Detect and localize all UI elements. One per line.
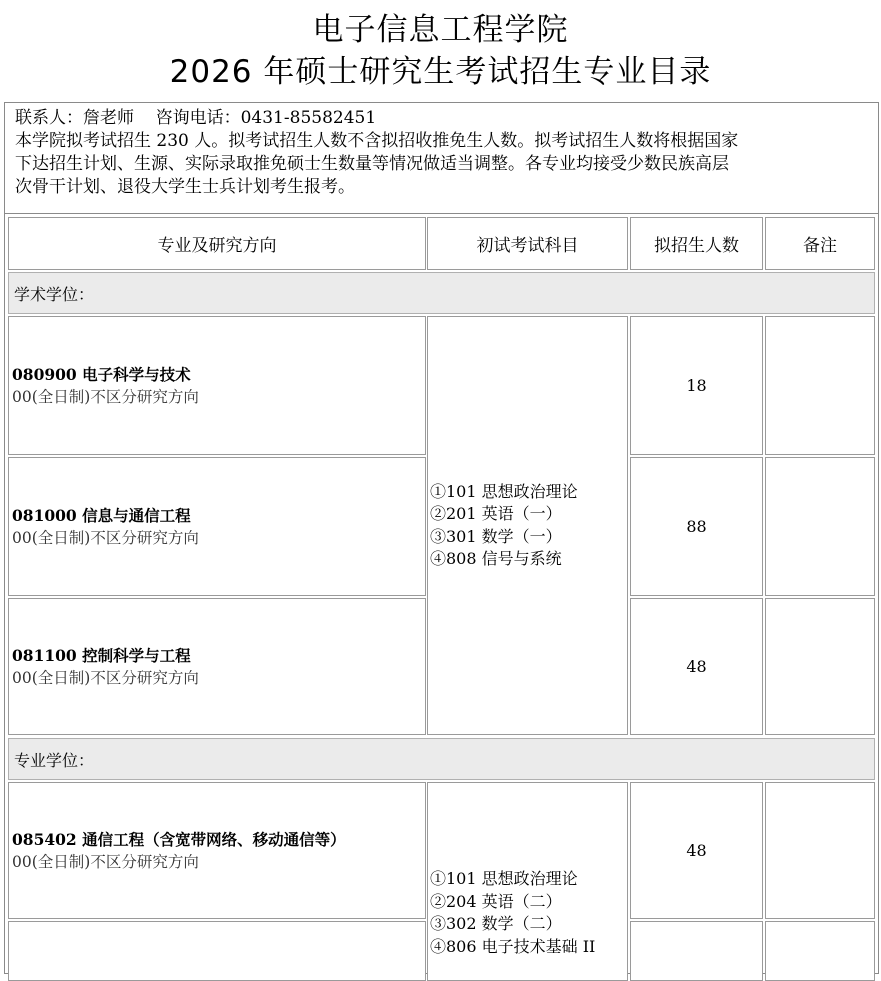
- contact-line: 联系人：詹老师 咨询电话：0431-85582451: [15, 108, 377, 128]
- header-note: 备注: [765, 217, 875, 270]
- note-cell: [765, 457, 875, 596]
- notice-line: 本学院拟考试招生 230 人。拟考试招生人数不含拟招收推免生人数。拟考试招生人数将根据国家: [15, 131, 739, 151]
- header-count: 拟招生人数: [630, 217, 763, 270]
- major-cell: [8, 598, 426, 735]
- major-direction: 00(全日制)不区分研究方向: [12, 852, 199, 871]
- exam-subject: ③301 数学（一）: [430, 526, 562, 546]
- group-label-academic: 学术学位：: [8, 272, 875, 314]
- major-name: 081100 控制科学与工程: [12, 645, 191, 665]
- exam-subjects: [427, 782, 628, 981]
- exam-subject: ②201 英语（一）: [430, 504, 562, 523]
- major-name: 080900 电子科学与技术: [12, 364, 191, 384]
- enrollment-count: 88: [630, 457, 763, 596]
- exam-subjects: [427, 316, 628, 735]
- major-cell: [8, 316, 426, 455]
- major-cell: [8, 921, 426, 981]
- enrollment-count: 18: [630, 316, 763, 455]
- major-direction: 00(全日制)不区分研究方向: [12, 668, 199, 687]
- major-direction: 00(全日制)不区分研究方向: [12, 528, 199, 547]
- major-cell: [8, 782, 426, 919]
- exam-subject: ①101 思想政治理论: [430, 869, 578, 888]
- exam-subject: ②204 英语（二）: [430, 891, 562, 911]
- enrollment-count: 48: [630, 598, 763, 735]
- note-cell: [765, 316, 875, 455]
- group-label-professional: 专业学位：: [8, 738, 875, 780]
- note-cell: [765, 598, 875, 735]
- exam-subject: ④808 信号与系统: [430, 549, 562, 568]
- major-cell: [8, 457, 426, 596]
- notice-line: 次骨干计划、退役大学生士兵计划考生报考。: [15, 177, 355, 197]
- header-major: 专业及研究方向: [8, 217, 426, 270]
- exam-subject: ③302 数学（二）: [430, 914, 562, 933]
- catalog-title: 2026 年硕士研究生考试招生专业目录: [169, 54, 712, 90]
- exam-subject: ④806 电子技术基础 II: [430, 936, 596, 956]
- major-name: 085402 通信工程（含宽带网络、移动通信等）: [12, 829, 346, 849]
- note-cell: [765, 782, 875, 919]
- note-cell: [765, 921, 875, 981]
- major-direction: 00(全日制)不区分研究方向: [12, 387, 199, 406]
- header-subjects: 初试考试科目: [427, 217, 628, 270]
- info-box: [4, 102, 879, 214]
- notice-line: 下达招生计划、生源、实际录取推免硕士生数量等情况做适当调整。各专业均接受少数民族高层: [15, 154, 729, 174]
- college-title: 电子信息工程学院: [312, 12, 569, 48]
- enrollment-count: 48: [630, 782, 763, 919]
- enrollment-count: [630, 921, 763, 981]
- major-name: 081000 信息与通信工程: [12, 505, 191, 525]
- exam-subject: ①101 思想政治理论: [430, 481, 578, 501]
